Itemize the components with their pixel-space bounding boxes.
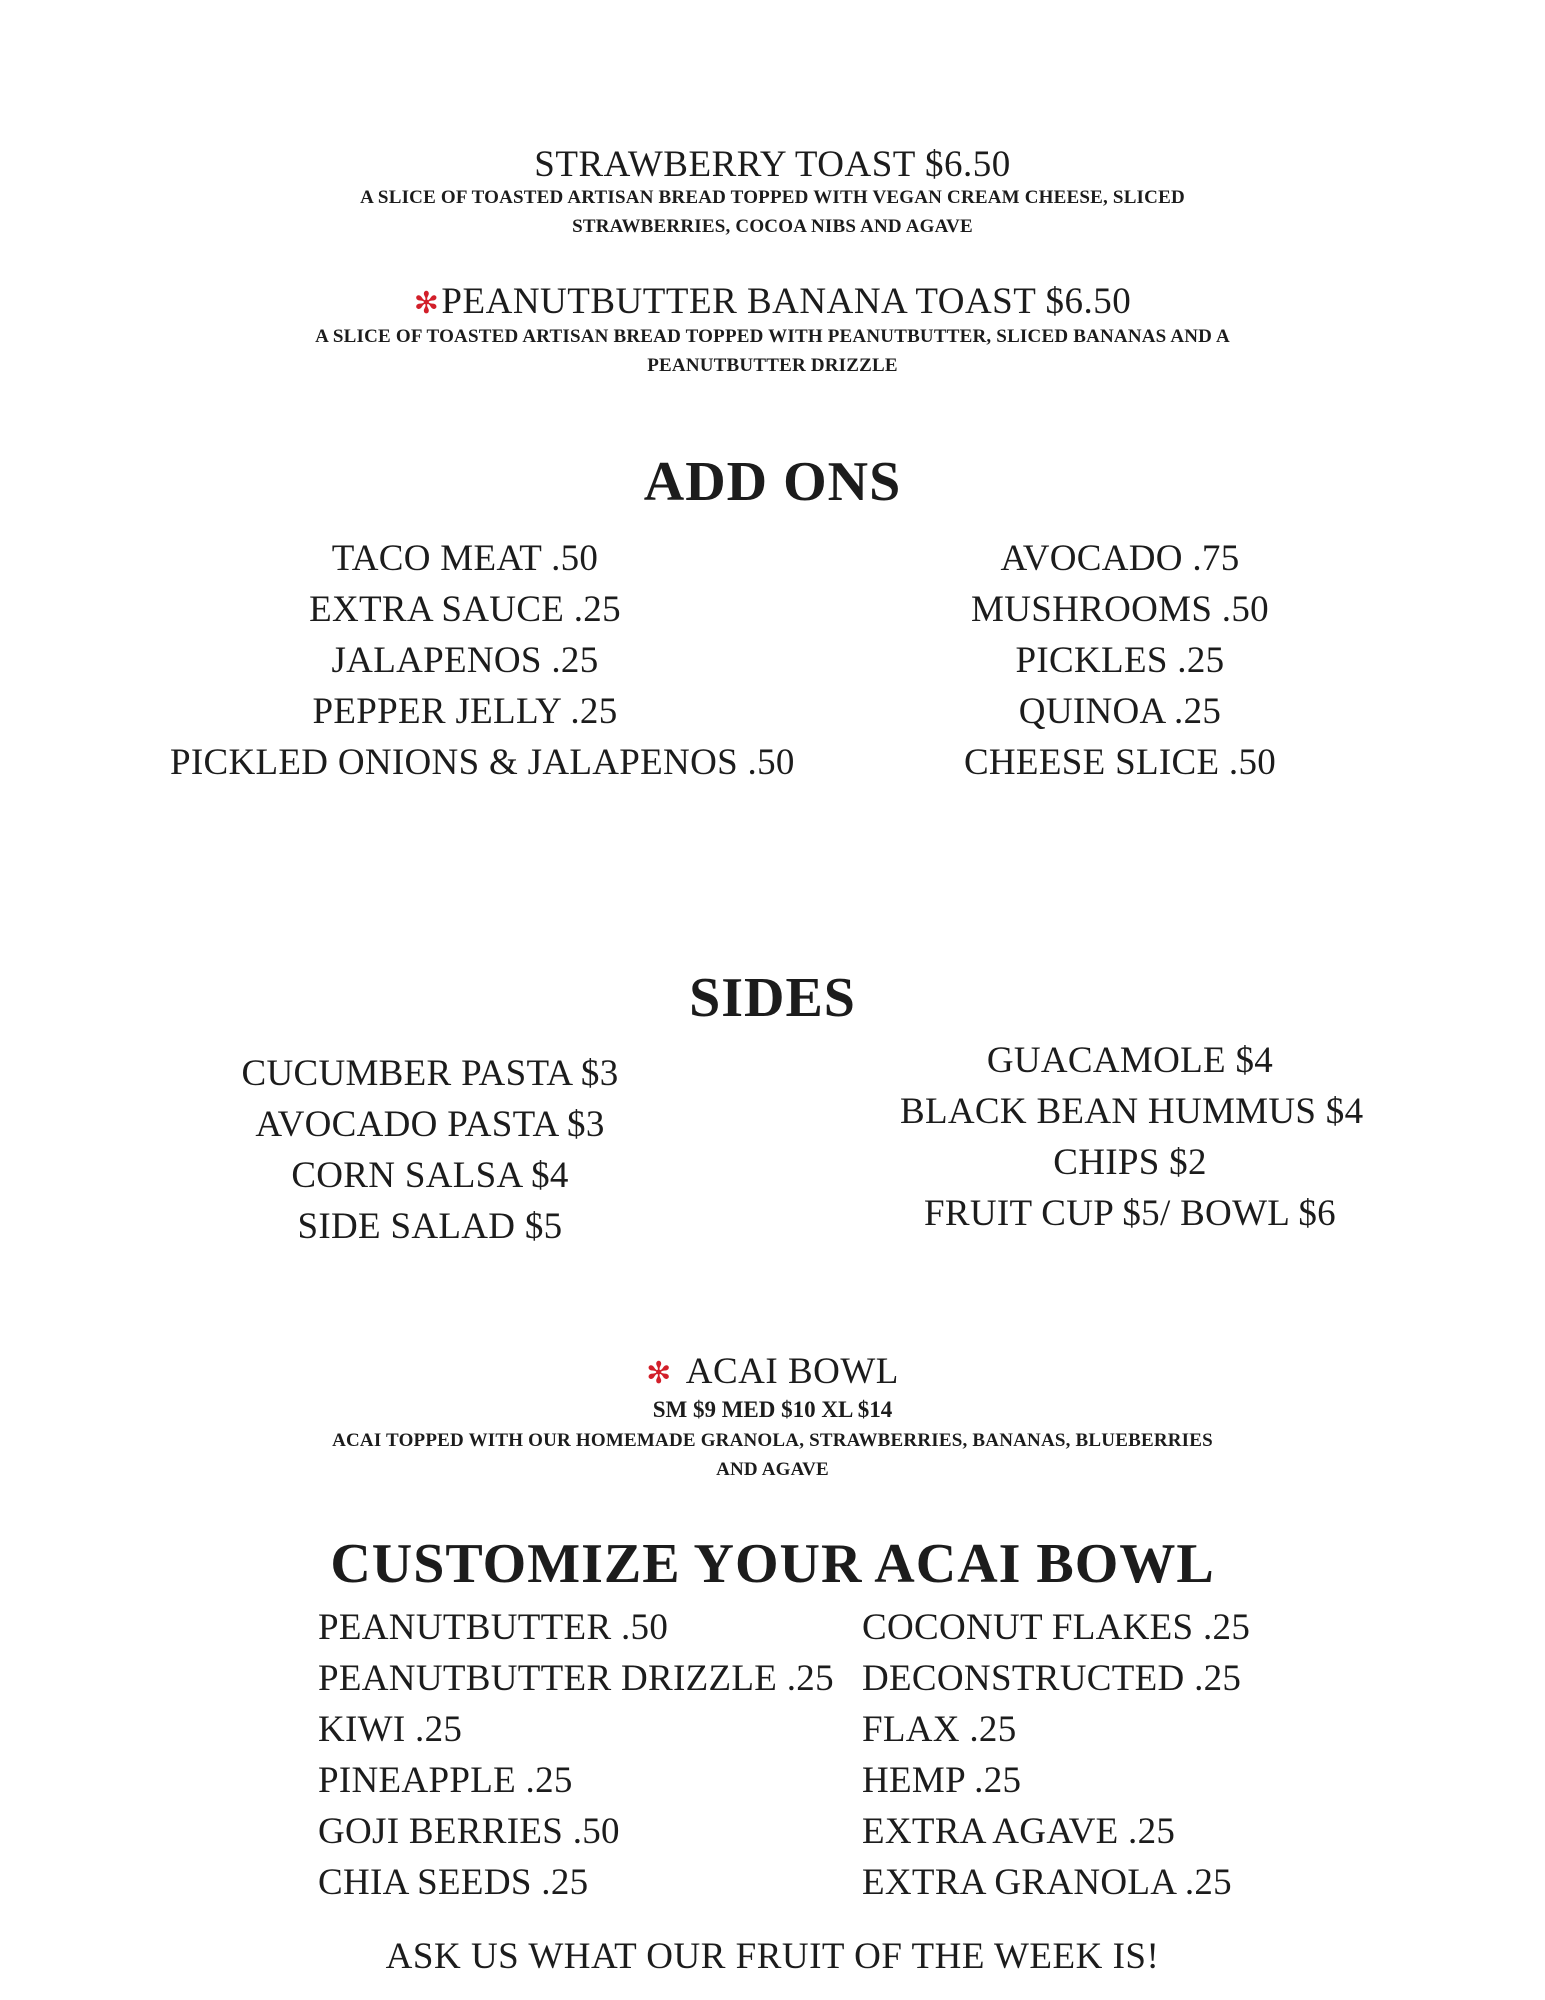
list-item: CHIA SEEDS .25	[318, 1862, 589, 1903]
list-item: CORN SALSA $4	[291, 1155, 569, 1196]
sides-right-list	[900, 1035, 1364, 1239]
list-item: PEPPER JELLY .25	[312, 691, 618, 732]
list-item: PINEAPPLE .25	[318, 1760, 573, 1801]
list-item: FLAX .25	[862, 1709, 1017, 1750]
list-item: AVOCADO .75	[1000, 538, 1240, 579]
item-title: ACAI BOWL	[685, 1351, 899, 1392]
list-item: CHIPS $2	[1053, 1142, 1207, 1183]
list-item: QUINOA .25	[1018, 691, 1222, 732]
list-item: TACO MEAT .50	[331, 538, 599, 579]
star-icon: ✻	[413, 287, 440, 320]
acai-bowl-item	[0, 1352, 1545, 1484]
list-item: PEANUTBUTTER DRIZZLE .25	[318, 1658, 834, 1699]
fruit-of-the-week-note: ASK US WHAT OUR FRUIT OF THE WEEK IS!	[385, 1936, 1160, 1977]
acai-prices: SM $9 MED $10 XL $14	[652, 1397, 893, 1422]
item-description-line2: AND AGAVE	[716, 1459, 829, 1480]
add-ons-left-list	[170, 533, 795, 788]
list-item: GUACAMOLE $4	[986, 1040, 1274, 1081]
add-ons-right-list	[920, 533, 1320, 788]
list-item: BLACK BEAN HUMMUS $4	[900, 1091, 1364, 1132]
item-title: PEANUTBUTTER BANANA TOAST $6.50	[441, 281, 1132, 322]
customize-heading: CUSTOMIZE YOUR ACAI BOWL	[330, 1533, 1215, 1595]
list-item: FRUIT CUP $5/ BOWL $6	[924, 1193, 1336, 1234]
item-description-line2: STRAWBERRIES, COCOA NIBS AND AGAVE	[572, 216, 973, 237]
list-item: EXTRA SAUCE .25	[309, 589, 621, 630]
customize-right-list	[862, 1602, 1282, 1908]
list-item: KIWI .25	[318, 1709, 463, 1750]
list-item: SIDE SALAD $5	[297, 1206, 563, 1247]
list-item: PICKLES .25	[1015, 640, 1225, 681]
add-ons-heading: ADD ONS	[643, 451, 902, 513]
list-item: GOJI BERRIES .50	[318, 1811, 620, 1852]
list-item: MUSHROOMS .50	[971, 589, 1269, 630]
list-item: EXTRA GRANOLA .25	[862, 1862, 1232, 1903]
strawberry-toast-item	[0, 145, 1545, 241]
list-item: PICKLED ONIONS & JALAPENOS .50	[170, 742, 795, 783]
sides-heading: SIDES	[689, 967, 856, 1029]
list-item: COCONUT FLAKES .25	[862, 1607, 1251, 1648]
list-item: CHEESE SLICE .50	[963, 742, 1277, 783]
list-item: AVOCADO PASTA $3	[255, 1104, 605, 1145]
star-icon: ✻	[646, 1357, 672, 1390]
list-item: EXTRA AGAVE .25	[862, 1811, 1176, 1852]
item-title: STRAWBERRY TOAST $6.50	[534, 144, 1011, 185]
list-item: JALAPENOS .25	[331, 640, 599, 681]
list-item: HEMP .25	[862, 1760, 1022, 1801]
customize-left-list	[318, 1602, 838, 1908]
item-description-line2: PEANUTBUTTER DRIZZLE	[647, 355, 898, 376]
list-item: DECONSTRUCTED .25	[862, 1658, 1242, 1699]
item-description-line1: ACAI TOPPED WITH OUR HOMEMADE GRANOLA, STRAWBERRIES, BANANAS, BLUEBERRIES	[332, 1430, 1213, 1451]
sides-left-list	[220, 1048, 640, 1252]
list-item: CUCUMBER PASTA $3	[241, 1053, 619, 1094]
peanutbutter-banana-toast-item	[0, 282, 1545, 380]
list-item: PEANUTBUTTER .50	[318, 1607, 669, 1648]
item-description-line1: A SLICE OF TOASTED ARTISAN BREAD TOPPED WITH VEGAN CREAM CHEESE, SLICED	[360, 187, 1185, 208]
item-description-line1: A SLICE OF TOASTED ARTISAN BREAD TOPPED WITH PEANUTBUTTER, SLICED BANANAS AND A	[315, 326, 1230, 347]
